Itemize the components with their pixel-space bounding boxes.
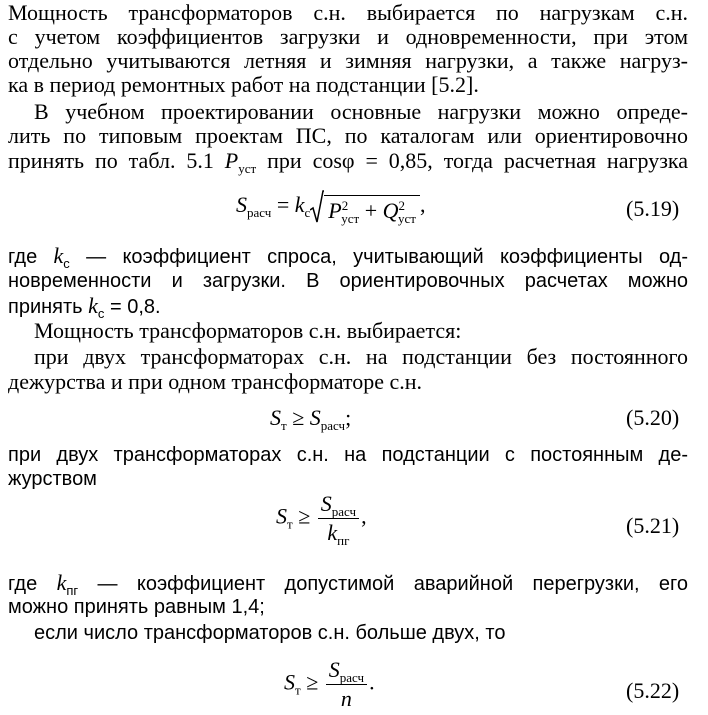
text-line: с учетом коэффициентов загрузки и одновременности, при этом [8,24,688,49]
text-line: отдельно учитываются летняя и зимняя нагрузки, а также нагруз- [8,48,688,73]
text-line: Мощность трансформаторов с.н. выбирается по нагрузкам с.н. [8,0,688,25]
text-line: новременности и загрузки. В ориентировочных расчетах можно [8,270,688,292]
fraction: $\frac{S_{расч}}{n}$ [326,658,367,711]
equation-number: (5.21) [626,513,680,538]
text-line: где $k_с$ — коэффициент спроса, учитывающий коэффициенты од- [8,243,688,271]
text-line: при двух трансформаторах с.н. на подстанции с постоянным де- [8,444,688,466]
text-line: можно принять равным 1,4; [8,596,265,618]
equation-5-21: $S_т$ ≥ $\frac{S_{расч}}{k_{пг}}$ , [276,491,367,548]
equation-5-20: $S_т \ge S_{расч}$; [270,405,352,433]
text-line: принять по табл. 5.1 $P_{уст}$ при cosφ = 0,85, тогда расчетная нагрузка [8,148,689,176]
fraction: $\frac{S_{расч}}{k_{пг}}$ [318,492,359,545]
text-line: если число трансформаторов с.н. больше двух, то [34,622,506,644]
text-line: Мощность трансформаторов с.н. выбирается: [34,318,462,343]
text-line: принять $k_с = 0,8$. [8,293,161,321]
equation-number: (5.20) [626,405,680,430]
equation-5-19: $S_{расч} = k_с$ $P^2_{уст} + Q^2_{уст}$, [236,190,425,224]
text-line: дежурства и при одном трансформаторе с.н. [8,369,423,394]
equation-number: (5.19) [626,196,680,221]
text-line: журством [8,468,97,490]
equation-number: (5.22) [626,678,680,703]
equation-5-22: $S_т$ ≥ $\frac{S_{расч}}{n}$ . [284,657,375,711]
text-line: лить по типовым проектам ПС, по каталогам или ориентировочно [8,123,688,148]
text-line: где $k_{пг}$ — коэффициент допустимой аварийной перегрузки, его [8,570,689,598]
square-root: $P^2_{уст} + Q^2_{уст}$ [310,190,420,224]
text-line: В учебном проектировании основные нагрузки можно опреде- [34,99,688,124]
text-line: при двух трансформаторах с.н. на подстанции без постоянного [34,344,688,369]
text-line: ка в период ремонтных работ на подстанции [5.2]. [8,72,479,97]
